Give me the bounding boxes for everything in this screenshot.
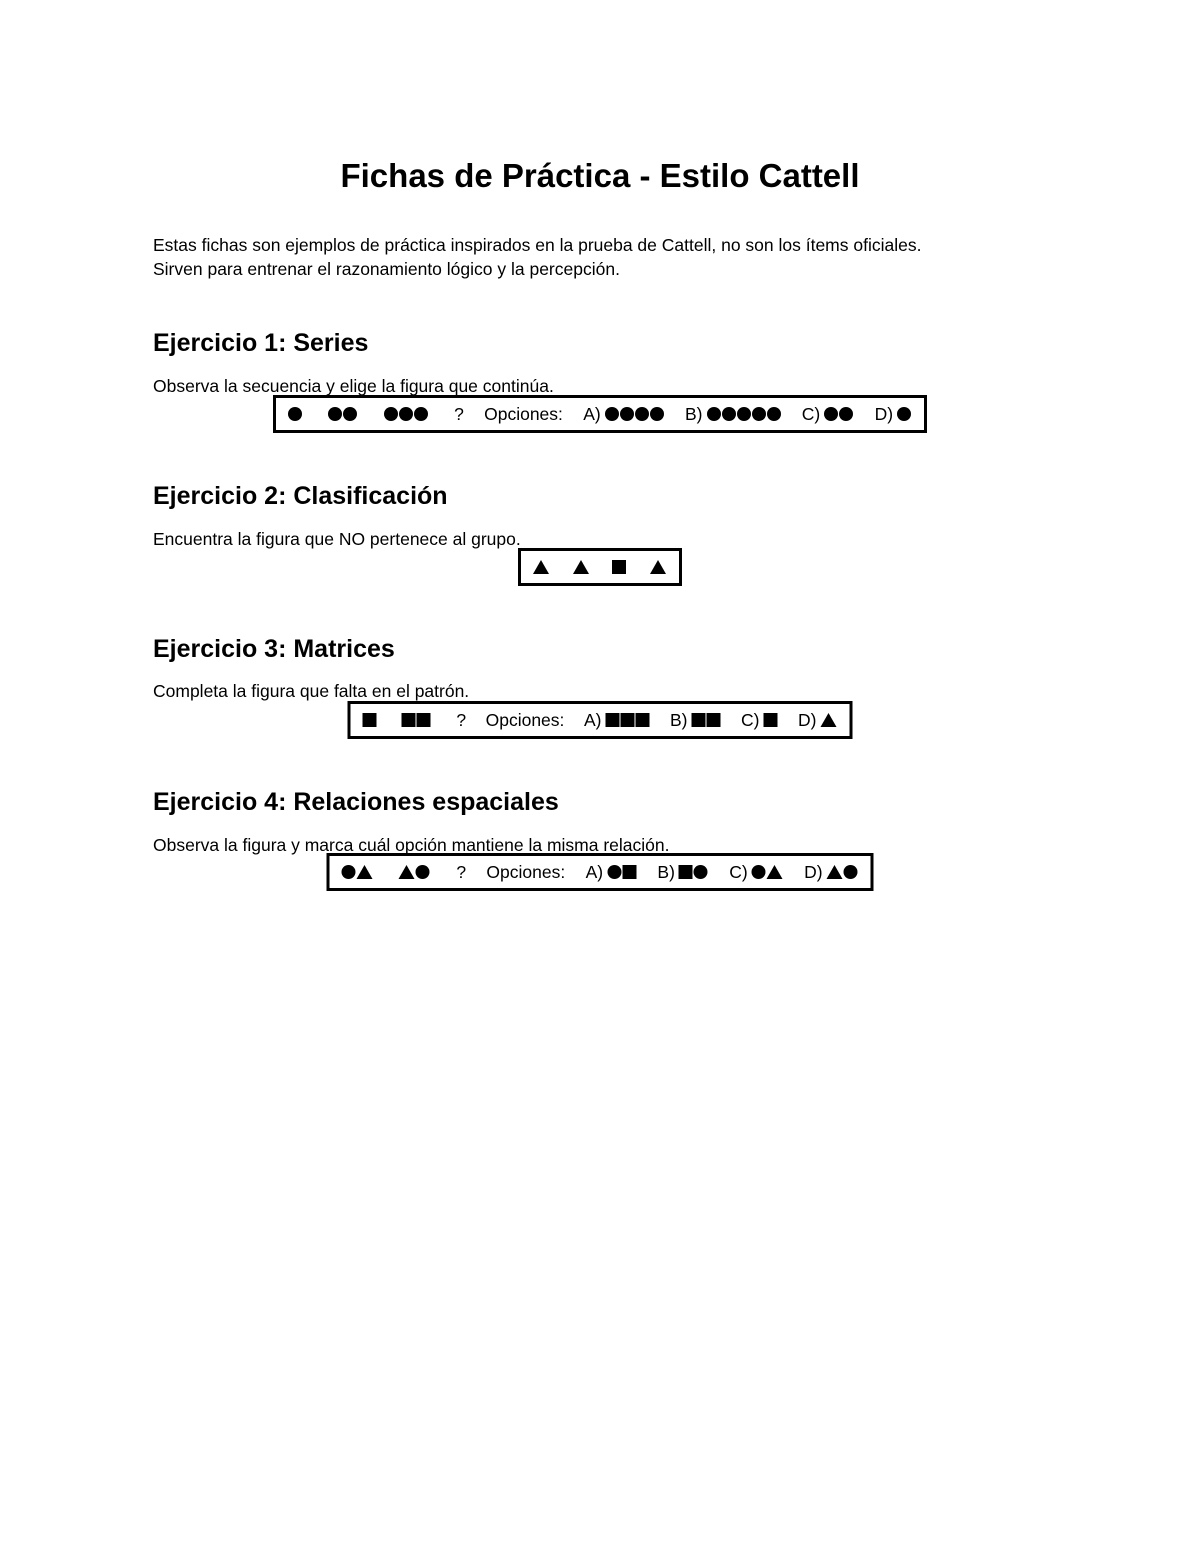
circle-icon	[328, 407, 342, 421]
answer-option[interactable]	[657, 862, 709, 882]
intro-text	[153, 233, 921, 281]
circle-icon	[694, 865, 708, 879]
sequence-figure	[288, 407, 303, 421]
answer-option[interactable]	[685, 404, 782, 424]
sequence-figure	[328, 407, 358, 421]
circle-icon	[635, 407, 649, 421]
square-icon	[363, 713, 377, 727]
sequence-figure	[573, 560, 590, 574]
exercise-1-figure-box	[273, 395, 927, 433]
options-label: Opciones:	[485, 710, 565, 730]
option-figure	[752, 865, 784, 879]
exercise-2-instruction: Encuentra la figura que NO pertenece al grupo.	[153, 529, 521, 549]
circle-icon	[342, 865, 356, 879]
option-figure	[605, 713, 650, 727]
circle-icon	[752, 865, 766, 879]
circle-icon	[620, 407, 634, 421]
square-icon	[622, 865, 636, 879]
intro-line: Estas fichas son ejemplos de práctica inspirados en la prueba de Cattell, no son los ítems oficiales.	[153, 235, 922, 255]
option-figure	[691, 713, 721, 727]
option-figure	[824, 407, 854, 421]
square-icon	[605, 713, 619, 727]
option-figure	[707, 407, 782, 421]
option-figure	[679, 865, 709, 879]
options-label: Opciones:	[484, 404, 563, 424]
square-icon	[763, 713, 777, 727]
square-icon	[691, 713, 705, 727]
exercise-3-figure-box	[348, 701, 853, 739]
answer-option[interactable]	[670, 710, 722, 730]
triangle-icon	[820, 713, 836, 727]
circle-icon	[752, 407, 766, 421]
circle-icon	[605, 407, 619, 421]
answer-option[interactable]	[584, 710, 651, 730]
circle-icon	[343, 407, 357, 421]
answer-option[interactable]	[798, 710, 837, 730]
sequence-figure	[399, 865, 431, 879]
sequence-figure	[402, 713, 432, 727]
circle-icon	[844, 865, 858, 879]
circle-icon	[414, 407, 428, 421]
answer-option[interactable]	[804, 862, 858, 882]
sequence-figure	[384, 407, 429, 421]
square-icon	[635, 713, 649, 727]
triangle-icon	[573, 560, 589, 574]
circle-icon	[416, 865, 430, 879]
answer-option[interactable]	[875, 404, 912, 424]
circle-icon	[737, 407, 751, 421]
exercise-3-heading: Ejercicio 3: Matrices	[153, 635, 395, 663]
option-key: B)	[685, 404, 703, 424]
exercise-2-heading: Ejercicio 2: Clasificación	[153, 482, 448, 510]
exercise-3-instruction: Completa la figura que falta en el patrón.	[153, 681, 470, 701]
option-key: D)	[804, 862, 823, 882]
option-key: C)	[741, 710, 760, 730]
option-figure	[897, 407, 912, 421]
circle-icon	[607, 865, 621, 879]
circle-icon	[650, 407, 664, 421]
circle-icon	[288, 407, 302, 421]
square-icon	[679, 865, 693, 879]
option-key: B)	[669, 710, 688, 730]
square-icon	[417, 713, 431, 727]
square-icon	[402, 713, 416, 727]
triangle-icon	[827, 865, 843, 879]
option-key: D)	[798, 710, 817, 730]
option-key: D)	[874, 404, 894, 424]
option-key: A)	[583, 404, 601, 424]
exercise-4-instruction: Observa la figura y marca cuál opción mantiene la misma relación.	[153, 835, 670, 855]
sequence-figure	[612, 560, 627, 574]
page-title: Fichas de Práctica - Estilo Cattell	[340, 157, 860, 194]
square-icon	[706, 713, 720, 727]
option-key: C)	[801, 404, 821, 424]
triangle-icon	[650, 560, 666, 574]
answer-option[interactable]	[802, 404, 854, 424]
circle-icon	[399, 407, 413, 421]
option-figure	[763, 713, 778, 727]
circle-icon	[824, 407, 838, 421]
triangle-icon	[357, 865, 373, 879]
circle-icon	[839, 407, 853, 421]
circle-icon	[707, 407, 721, 421]
sequence-figure	[363, 713, 378, 727]
exercise-2-figure-box	[518, 548, 682, 586]
circle-icon	[384, 407, 398, 421]
option-key: A)	[585, 862, 604, 882]
option-figure	[605, 407, 665, 421]
square-icon	[612, 560, 626, 574]
answer-option[interactable]	[741, 710, 778, 730]
triangle-icon	[399, 865, 415, 879]
intro-line: Sirven para entrenar el razonamiento lógico y la percepción.	[153, 259, 620, 279]
option-key: C)	[729, 862, 748, 882]
sequence-figure	[650, 560, 667, 574]
exercise-1-heading: Ejercicio 1: Series	[153, 329, 369, 357]
exercise-1-instruction: Observa la secuencia y elige la figura que continúa.	[153, 376, 554, 396]
option-key: A)	[583, 710, 602, 730]
answer-option[interactable]	[586, 862, 638, 882]
exercise-4-figure-box	[327, 853, 874, 891]
missing-figure-mark: ?	[456, 862, 467, 882]
option-figure	[820, 713, 837, 727]
sequence-figure	[533, 560, 550, 574]
exercise-4-heading: Ejercicio 4: Relaciones espaciales	[153, 788, 559, 816]
answer-option[interactable]	[583, 404, 665, 424]
missing-figure-mark: ?	[456, 710, 467, 730]
option-figure	[827, 865, 859, 879]
option-key: B)	[657, 862, 675, 882]
square-icon	[620, 713, 634, 727]
circle-icon	[722, 407, 736, 421]
circle-icon	[897, 407, 911, 421]
sequence-figure	[342, 865, 374, 879]
answer-option[interactable]	[729, 862, 783, 882]
circle-icon	[767, 407, 781, 421]
missing-figure-mark: ?	[454, 404, 464, 424]
triangle-icon	[533, 560, 549, 574]
option-figure	[607, 865, 637, 879]
triangle-icon	[767, 865, 783, 879]
options-label: Opciones:	[486, 862, 566, 882]
